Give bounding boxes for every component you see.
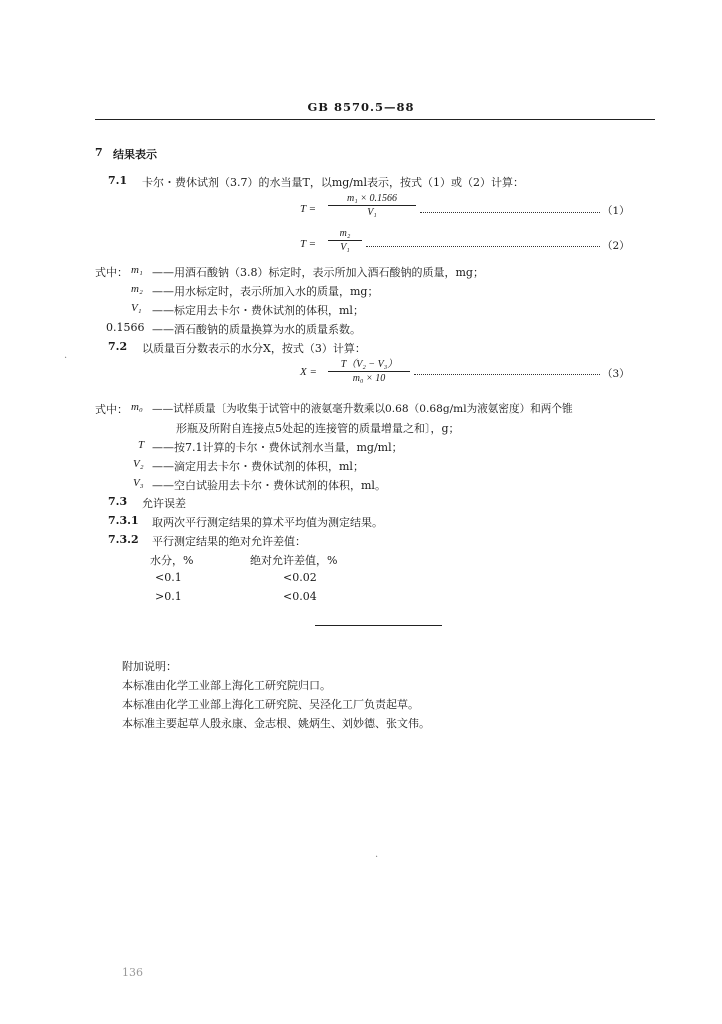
table-row-2-moisture: >0.1 — [155, 590, 182, 603]
eq3-numerator: T（V₂ − V₃） — [340, 359, 398, 370]
eq2-number: （2） — [602, 240, 630, 252]
eq1-numerator: m₁ × 0.1566 — [347, 193, 397, 204]
def-v1-symbol: V₁ — [131, 302, 142, 314]
def-m0-symbol: m₀ — [131, 401, 143, 413]
clause-7-2-text: 以质量百分数表示的水分X，按式（3）计算： — [142, 342, 366, 355]
appendix-line-1: 本标准由化学工业部上海化工研究院归口。 — [122, 679, 331, 692]
eq3-lhs: X = — [300, 366, 317, 378]
eq1-fraction-bar — [328, 205, 416, 206]
clause-7-1-number: 7.1 — [108, 174, 128, 187]
clause-7-3-2-number: 7.3.2 — [108, 533, 139, 546]
def-m0-text-line1: ——试样质量〔为收集于试管中的液氨毫升数乘以0.68（0.68g/ml为液氨密度）和两个锥 — [152, 403, 573, 415]
eq3-fraction-bar — [328, 371, 410, 372]
table-row-1-moisture: <0.1 — [155, 571, 182, 584]
eq3-leader — [414, 374, 600, 375]
header-rule — [95, 119, 655, 120]
def-m1-text: ——用酒石酸钠（3.8）标定时，表示所加入酒石酸钠的质量，mg； — [152, 266, 484, 279]
section-number: 7 — [95, 146, 103, 159]
clause-7-3-1-number: 7.3.1 — [108, 514, 139, 527]
def-m2-symbol: m₂ — [131, 283, 143, 295]
eq2-fraction — [328, 228, 362, 253]
clause-7-1-text: 卡尔・费休试剂（3.7）的水当量T，以mg/ml表示，按式（1）或（2）计算： — [142, 176, 524, 189]
eq1-denominator: V₁ — [367, 207, 377, 218]
table-header-moisture: 水分，% — [150, 554, 194, 567]
where-label-1: 式中： — [95, 266, 128, 279]
appendix-title: 附加说明： — [122, 660, 177, 673]
eq3-number: （3） — [602, 368, 630, 380]
def-m1-symbol: m₁ — [131, 264, 143, 276]
clause-7-3-2-text: 平行测定结果的绝对允许差值： — [152, 535, 306, 548]
eq2-leader — [366, 246, 600, 247]
table-row-2-tolerance: <0.04 — [283, 590, 317, 603]
where-label-2: 式中： — [95, 403, 128, 416]
eq2-fraction-bar — [328, 240, 362, 241]
eq2-numerator: m₂ — [339, 228, 351, 239]
scan-mark: · — [64, 353, 68, 364]
clause-7-3-title: 允许误差 — [142, 497, 186, 510]
appendix-line-2: 本标准由化学工业部上海化工研究院、吴泾化工厂负责起草。 — [122, 698, 419, 711]
def-t-text: ——按7.1计算的卡尔・费休试剂水当量，mg/ml； — [152, 441, 403, 454]
standard-code-header: GB 8570.5—88 — [307, 100, 415, 114]
def-v3-text: ——空白试验用去卡尔・费休试剂的体积，ml。 — [152, 479, 386, 492]
eq1-leader — [420, 212, 600, 213]
eq2-lhs: T = — [300, 238, 317, 250]
appendix-line-3: 本标准主要起草人殷永康、金志根、姚炳生、刘妙德、张文伟。 — [122, 717, 430, 730]
def-m2-text: ——用水标定时，表示所加入水的质量，mg； — [152, 285, 379, 298]
clause-7-3-1-text: 取两次平行测定结果的算术平均值为测定结果。 — [152, 516, 383, 529]
def-coef-text: ——酒石酸钠的质量换算为水的质量系数。 — [152, 323, 361, 336]
eq1-number: （1） — [602, 205, 630, 217]
eq1-lhs: T = — [300, 203, 317, 215]
eq2-denominator: V₁ — [340, 242, 350, 253]
eq3-fraction — [328, 355, 410, 384]
def-v3-symbol: V₃ — [133, 477, 144, 489]
section-title: 结果表示 — [113, 148, 157, 161]
page-number: 136 — [122, 966, 143, 979]
def-t-symbol: T — [138, 439, 145, 451]
clause-7-3-number: 7.3 — [108, 495, 128, 508]
eq3-denominator: m₀ × 10 — [352, 373, 386, 384]
def-v2-text: ——滴定用去卡尔・费休试剂的体积，ml； — [152, 460, 364, 473]
def-m0-text-line2: 形瓶及所附自连接点5处起的连接管的质量增量之和〕，g； — [176, 422, 460, 435]
scan-mark-2: · — [375, 852, 379, 863]
table-header-tolerance: 绝对允许差值，% — [250, 554, 338, 567]
def-v2-symbol: V₂ — [133, 458, 144, 470]
end-rule — [315, 625, 442, 626]
def-v1-text: ——标定用去卡尔・费休试剂的体积，ml； — [152, 304, 364, 317]
eq1-fraction — [328, 193, 416, 218]
def-coef-symbol: 0.1566 — [106, 321, 145, 334]
table-row-1-tolerance: <0.02 — [283, 571, 317, 584]
clause-7-2-number: 7.2 — [108, 340, 128, 353]
